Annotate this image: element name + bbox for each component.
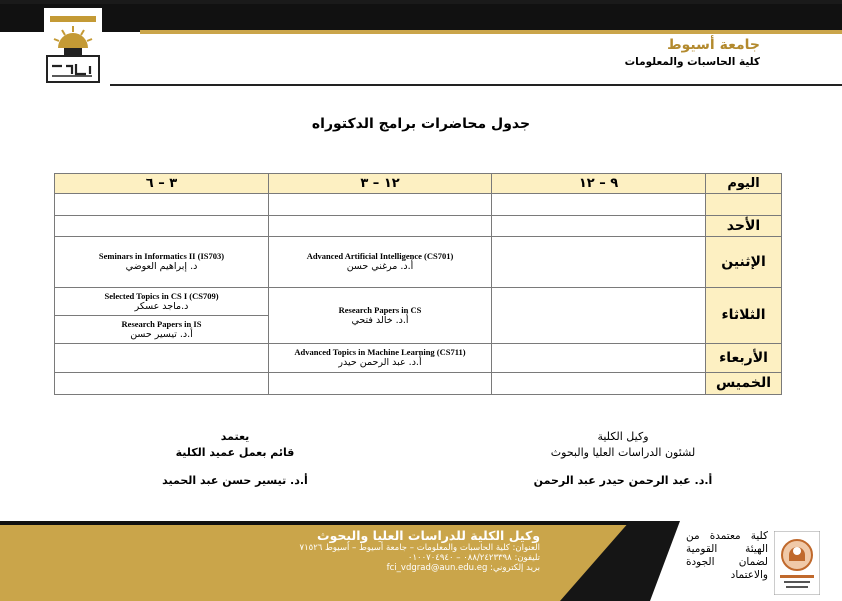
- col-header-12-3: ١٢ – ٣: [269, 174, 492, 194]
- day-monday: الإثنين: [706, 236, 782, 287]
- signature-role: وكيل الكلية: [597, 430, 649, 443]
- footer-address: العنوان: كلية الحاسبات والمعلومات – جامعة أسيوط – أسيوط ٧١٥٢٦: [299, 543, 540, 553]
- table-row-thursday: [55, 372, 782, 394]
- footer-email-label: بريد إلكتروني:: [490, 563, 540, 573]
- signature-approval-label: يعتمد: [220, 430, 250, 443]
- table-row-tuesday-a: [55, 287, 782, 315]
- footer-email[interactable]: fci_vdgrad@aun.edu.eg: [386, 563, 488, 573]
- table-row-wednesday: [55, 344, 782, 372]
- footer-office: وكيل الكلية للدراسات العليا والبحوث: [317, 528, 540, 543]
- footer-phone: تليفون: ٠٨٨/٢٤٢٣٣٩٨ – ٠١٠٠٧٠٤٩٤٠: [407, 553, 540, 563]
- course-name: Advanced Artificial Intelligence (CS701): [306, 251, 454, 262]
- signature-dean: [130, 430, 340, 487]
- lecturer-name: أ.د. مرغني حسن: [346, 261, 414, 273]
- col-header-9-12: ٩ – ١٢: [492, 174, 706, 194]
- course-name: Research Papers in IS: [121, 319, 202, 330]
- cell-wednesday-12-3: [269, 344, 492, 372]
- cell-tuesday-3-6-b: [55, 315, 269, 343]
- faculty-name: كلية الحاسبات والمعلومات: [624, 56, 760, 68]
- header-divider: [110, 84, 842, 86]
- day-sunday: الأحد: [706, 215, 782, 236]
- accreditation-text: كلية معتمدة من الهيئة القومية لضمان الجودة والاعتماد: [686, 530, 768, 581]
- table-row-spacer: [55, 194, 782, 215]
- signature-name: أ.د. تيسير حسن عبد الحميد: [162, 474, 308, 487]
- day-tuesday: الثلاثاء: [706, 287, 782, 344]
- course-name: Selected Topics in CS I (CS709): [104, 290, 219, 301]
- cell-tuesday-12-3: [269, 287, 492, 344]
- faculty-logo-icon: [774, 531, 820, 595]
- cell-monday-12-3: [269, 236, 492, 287]
- lecturer-name: أ.د. خالد فتحي: [351, 314, 409, 326]
- course-name: Seminars in Informatics II (IS703): [98, 251, 225, 262]
- document-title: جدول محاضرات برامج الدكتوراه: [311, 116, 531, 132]
- header-gold-rule: [140, 30, 842, 34]
- university-name: جامعة أسيوط: [667, 37, 760, 53]
- course-name: Research Papers in CS: [338, 304, 422, 315]
- cell-monday-3-6: [55, 236, 269, 287]
- footer-contact: [20, 528, 540, 573]
- lecturer-name: أ.د. تيسير حسن: [130, 329, 193, 341]
- signature-vice-dean: [498, 430, 748, 487]
- table-row-monday: [55, 236, 782, 287]
- signature-role-detail: لشئون الدراسات العليا والبحوث: [550, 446, 696, 459]
- university-logo-icon: [44, 8, 102, 84]
- col-header-3-6: ٣ – ٦: [55, 174, 269, 194]
- table-row-sunday: [55, 215, 782, 236]
- lecturer-name: د. إبراهيم العوضي: [125, 261, 198, 273]
- lecturer-name: أ.د. عبد الرحمن حيدر: [338, 357, 422, 369]
- footer-email-line: [280, 563, 540, 573]
- table-header-row: [55, 174, 782, 194]
- col-header-day: اليوم: [706, 174, 782, 194]
- header-band: [0, 4, 842, 32]
- day-wednesday: الأربعاء: [706, 344, 782, 372]
- signature-name: أ.د. عبد الرحمن حيدر عبد الرحمن: [533, 474, 713, 487]
- schedule-table: [54, 173, 782, 395]
- signature-role: قائم بعمل عميد الكلية: [175, 446, 295, 459]
- cell-tuesday-3-6-a: [55, 287, 269, 315]
- lecturer-name: د.ماجد عسكر: [134, 300, 189, 312]
- course-name: Advanced Topics in Machine Learning (CS711): [294, 347, 466, 358]
- day-thursday: الخميس: [706, 372, 782, 394]
